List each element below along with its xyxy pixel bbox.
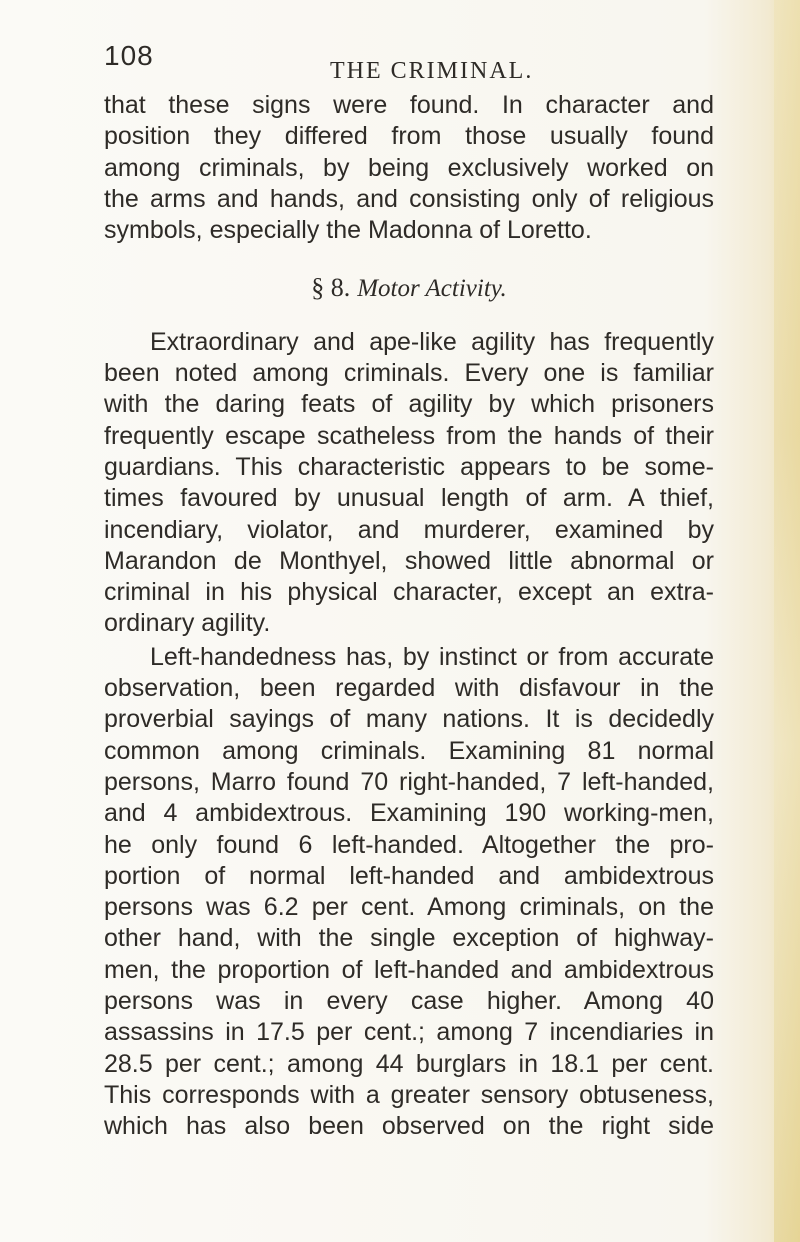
text-line: portion of normal left-handed and ambidextrous: [104, 861, 714, 890]
section-number: § 8.: [311, 273, 351, 303]
text-line: which has also been observed on the right side: [104, 1112, 714, 1141]
text-line: incendiary, violator, and murderer, examined by: [104, 515, 714, 544]
text-line: Extraordinary and ape-like agility has frequently: [150, 327, 714, 356]
text-line: Left-handedness has, by instinct or from accurate: [150, 642, 714, 671]
page-number: 108: [104, 40, 154, 71]
continuation-paragraph: [104, 90, 714, 246]
text-line: he only found 6 left-handed. Altogether the pro-: [104, 830, 714, 859]
text-line: observation, been regarded with disfavour in the: [104, 674, 714, 703]
body-text: [104, 90, 714, 1143]
text-line: with the daring feats of agility by which prisoners: [104, 390, 714, 419]
text-line: been noted among criminals. Every one is familiar: [104, 359, 714, 388]
text-line: frequently escape scatheless from the hands of their: [104, 421, 714, 450]
running-head: THE CRIMINAL.: [330, 58, 534, 84]
text-line: among criminals, by being exclusively worked on: [104, 153, 714, 182]
text-line: guardians. This characteristic appears to be some-: [104, 452, 714, 481]
text-line: assassins in 17.5 per cent.; among 7 incendiaries in: [104, 1018, 714, 1047]
text-line: ordinary agility.: [104, 609, 271, 638]
section-heading: [104, 272, 714, 304]
paragraph-left-handedness: [104, 642, 714, 1143]
text-line: persons was in every case higher. Among 40: [104, 987, 714, 1016]
text-line: and 4 ambidextrous. Examining 190 working-men,: [104, 799, 714, 828]
page-edge-stain: [774, 0, 800, 1242]
text-line: position they differed from those usually found: [104, 122, 714, 151]
text-line: This corresponds with a greater sensory obtuseness,: [104, 1080, 714, 1109]
section-title: Motor Activity.: [357, 275, 507, 303]
text-line: the arms and hands, and consisting only of religious: [104, 184, 714, 213]
text-line: persons was 6.2 per cent. Among criminals, on the: [104, 893, 714, 922]
paragraph-motor-activity: [104, 327, 714, 640]
text-line: times favoured by unusual length of arm. A thief,: [104, 484, 714, 513]
text-line: persons, Marro found 70 right-handed, 7 left-handed,: [104, 767, 714, 796]
text-line: criminal in his physical character, except an extra-: [104, 578, 714, 607]
text-line: other hand, with the single exception of highway-: [104, 924, 714, 953]
text-line: that these signs were found. In character and: [104, 91, 714, 119]
text-line: Marandon de Monthyel, showed little abnormal or: [104, 546, 714, 575]
text-line: 28.5 per cent.; among 44 burglars in 18.1 per cent.: [104, 1049, 714, 1078]
text-line: men, the proportion of left-handed and ambidextrous: [104, 955, 714, 984]
text-line: common among criminals. Examining 81 normal: [104, 736, 714, 765]
text-line: proverbial sayings of many nations. It is decidedly: [104, 705, 714, 734]
text-line: symbols, especially the Madonna of Loretto.: [104, 216, 592, 245]
